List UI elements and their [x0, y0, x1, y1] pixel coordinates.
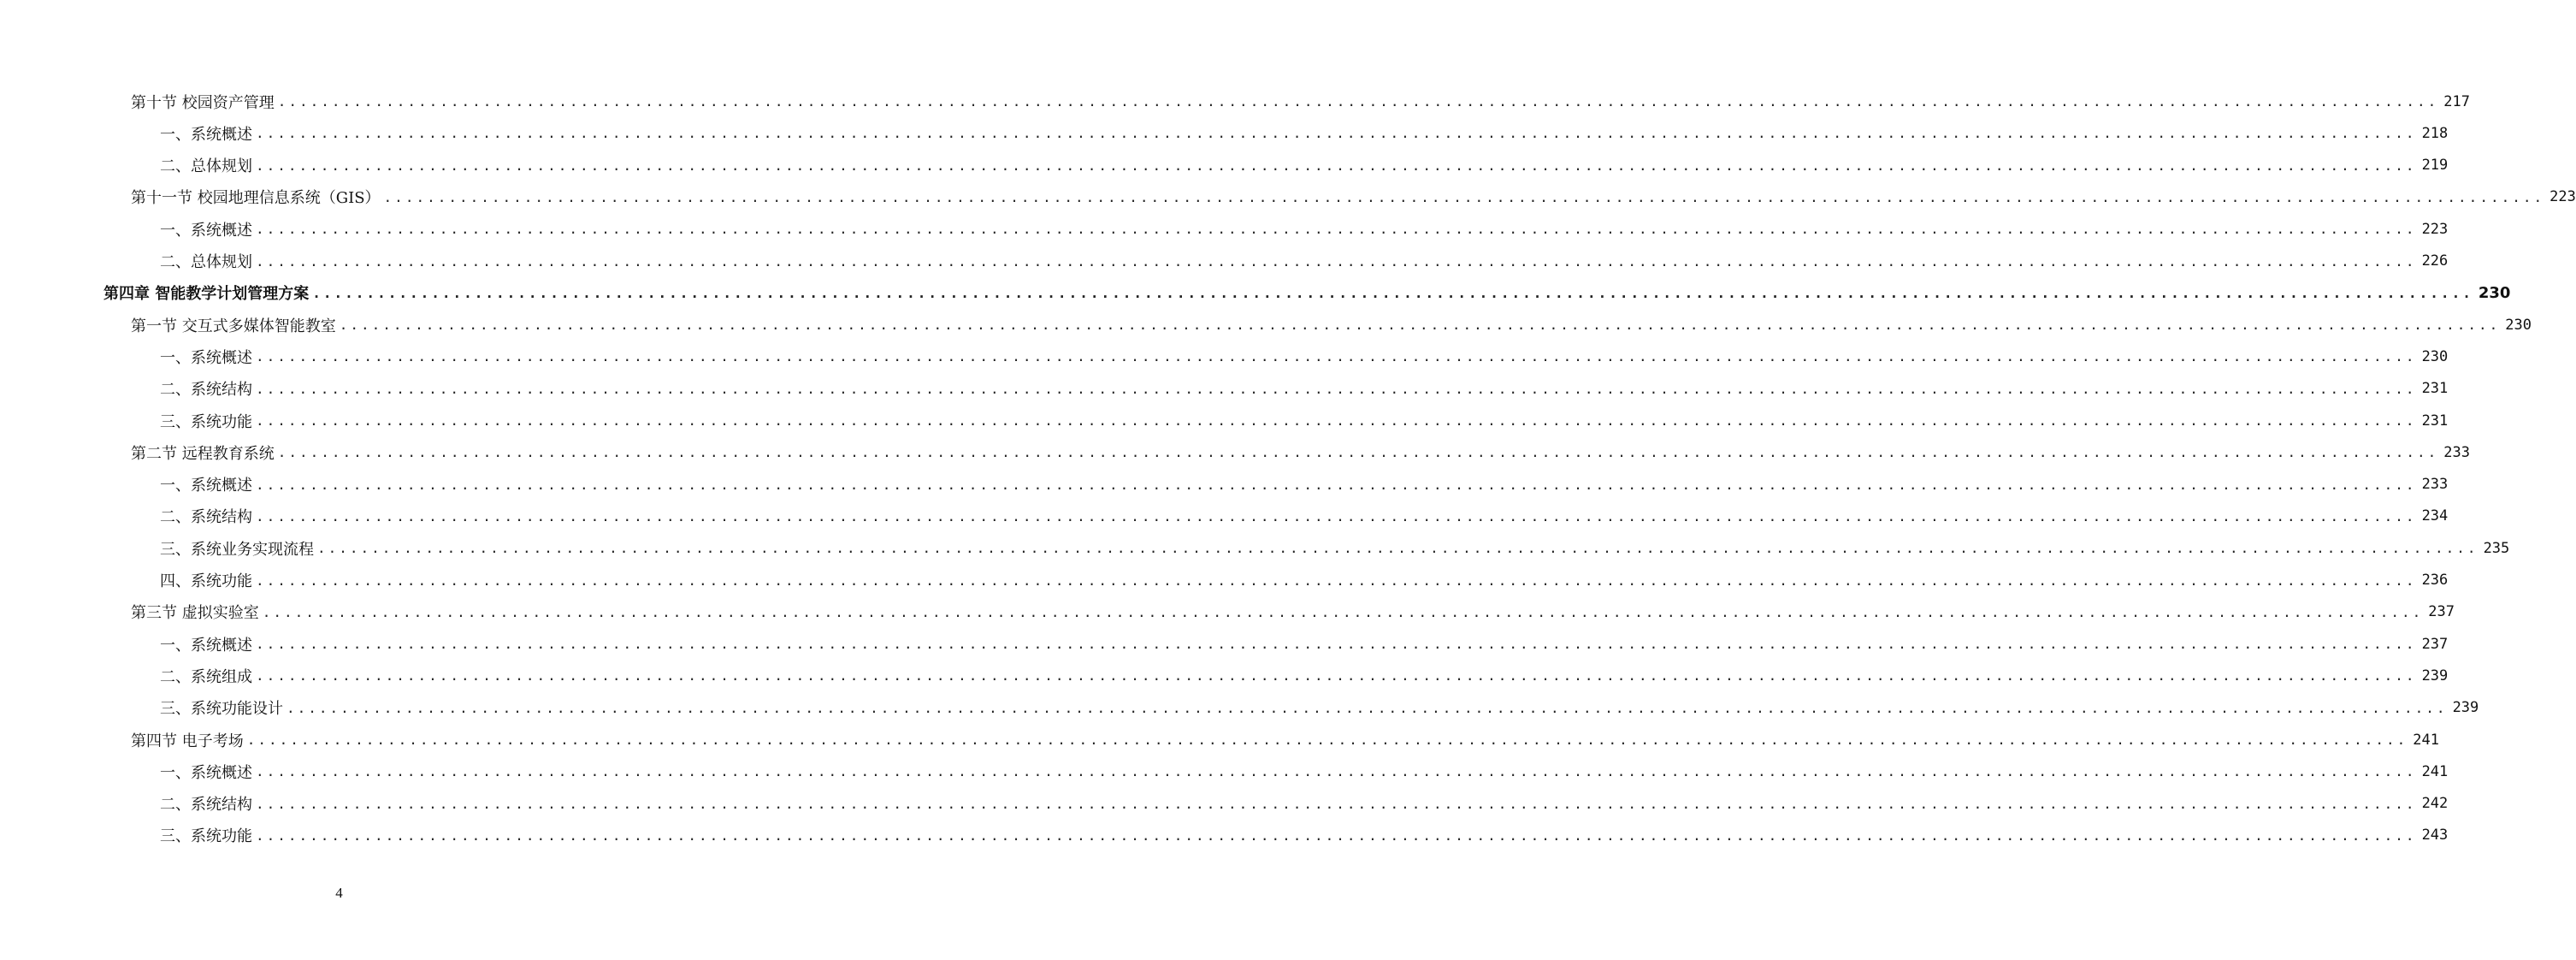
toc-entry[interactable] — [160, 756, 2449, 787]
toc-entry[interactable] — [160, 405, 2449, 436]
toc-entry-page: 230 — [2421, 347, 2449, 365]
toc-entry-page: 230 — [2505, 316, 2532, 334]
toc-entry-page: 233 — [2421, 476, 2449, 494]
toc-entry[interactable] — [160, 788, 2449, 820]
toc-entry-page: 218 — [2421, 124, 2449, 142]
toc-entry-page: 223 — [2421, 220, 2449, 238]
toc-entry-label: 第四章 智能教学计划管理方案 — [103, 285, 310, 304]
toc-entry[interactable] — [160, 660, 2449, 691]
toc-entry-label: 四、系统功能 — [160, 572, 252, 590]
page-number: 4 — [335, 885, 343, 901]
dot-leader: ........................................................................................................................................................................................................ — [317, 540, 2479, 557]
toc-entry-page: 242 — [2421, 795, 2449, 813]
toc-entry-label: 第三节 虚拟实验室 — [131, 604, 259, 623]
toc-entry-page: 226 — [2421, 252, 2449, 270]
toc-entry[interactable] — [160, 692, 2479, 724]
toc-entry-label: 二、总体规划 — [160, 253, 252, 271]
toc-entry-label: 一、系统概述 — [160, 636, 252, 655]
toc-entry-page: 233 — [2443, 443, 2471, 461]
toc-entry-label: 二、系统结构 — [160, 508, 252, 527]
toc-entry-label: 一、系统概述 — [160, 348, 252, 367]
dot-leader: ........................................................................................................................................................................................................ — [287, 699, 2448, 716]
toc-entry-page: 219 — [2421, 157, 2449, 175]
dot-leader: ........................................................................................................................................................................................................ — [246, 732, 2408, 748]
dot-leader: ........................................................................................................................................................................................................ — [256, 252, 2417, 270]
toc-entry-label: 二、系统组成 — [160, 667, 252, 686]
dot-leader: ........................................................................................................................................................................................................ — [256, 827, 2417, 844]
toc-entry-page: 231 — [2421, 380, 2449, 398]
toc-entry-page: 236 — [2421, 572, 2449, 589]
toc-entry-page: 239 — [2452, 699, 2479, 717]
toc-entry[interactable] — [131, 181, 2576, 213]
dot-leader: ........................................................................................................................................................................................................ — [256, 572, 2417, 589]
toc-entry-page: 223 — [2549, 188, 2576, 206]
dot-leader: ........................................................................................................................................................................................................ — [256, 763, 2417, 780]
dot-leader: ........................................................................................................................................................................................................ — [256, 221, 2417, 238]
dot-leader: ........................................................................................................................................................................................................ — [256, 795, 2417, 812]
toc-entry[interactable] — [160, 341, 2449, 372]
toc-entry[interactable] — [131, 86, 2471, 117]
toc-entry-page: 243 — [2421, 827, 2449, 844]
toc-entry[interactable] — [160, 150, 2449, 181]
toc-entry-page: 239 — [2421, 667, 2449, 684]
toc-entry-label: 第二节 远程教育系统 — [131, 444, 275, 463]
dot-leader: ........................................................................................................................................................................................................ — [256, 636, 2417, 653]
toc-entry-page: 231 — [2421, 412, 2449, 430]
dot-leader: ........................................................................................................................................................................................................ — [339, 317, 2501, 334]
toc-entry-label: 三、系统业务实现流程 — [160, 540, 314, 559]
toc-entry[interactable] — [160, 532, 2510, 564]
toc-entry[interactable] — [160, 628, 2449, 660]
toc-entry-page: 217 — [2443, 92, 2471, 110]
toc-entry[interactable] — [160, 820, 2449, 851]
toc-entry-label: 第一节 交互式多媒体智能教室 — [131, 317, 336, 335]
toc-entry[interactable] — [160, 373, 2449, 405]
dot-leader: ........................................................................................................................................................................................................ — [256, 507, 2417, 524]
dot-leader: ........................................................................................................................................................................................................ — [256, 380, 2417, 397]
toc-entry[interactable] — [160, 565, 2449, 596]
toc-entry-page: 237 — [2428, 603, 2455, 621]
toc-entry-label: 一、系统概述 — [160, 763, 252, 782]
toc-entry-label: 二、系统结构 — [160, 381, 252, 400]
toc-entry-page: 235 — [2483, 539, 2510, 557]
toc-entry[interactable] — [160, 213, 2449, 245]
toc-entry[interactable] — [131, 724, 2440, 756]
toc-entry-label: 一、系统概述 — [160, 477, 252, 495]
toc-entry-label: 第四节 电子考场 — [131, 732, 244, 750]
toc-entry-page: 241 — [2421, 762, 2449, 780]
dot-leader: ........................................................................................................................................................................................................ — [256, 125, 2417, 142]
toc-entry-label: 第十节 校园资产管理 — [131, 93, 275, 112]
toc-entry[interactable] — [160, 501, 2449, 532]
toc-entry[interactable] — [131, 436, 2471, 468]
dot-leader: ........................................................................................................................................................................................................ — [277, 93, 2439, 110]
toc-entry-label: 一、系统概述 — [160, 125, 252, 144]
toc-entry[interactable] — [160, 117, 2449, 149]
toc-entry[interactable] — [160, 246, 2449, 277]
dot-leader: ........................................................................................................................................................................................................ — [262, 603, 2424, 620]
toc-entry-page: 241 — [2413, 731, 2440, 749]
dot-leader: ........................................................................................................................................................................................................ — [383, 188, 2545, 205]
dot-leader: ........................................................................................................................................................................................................ — [256, 157, 2417, 174]
dot-leader: ........................................................................................................................................................................................................ — [256, 348, 2417, 365]
toc-entry-label: 第十一节 校园地理信息系统（GIS） — [131, 189, 381, 208]
toc-entry-label: 三、系统功能 — [160, 412, 252, 431]
toc-entry-label: 一、系统概述 — [160, 221, 252, 240]
dot-leader: ........................................................................................................................................................................................................ — [277, 444, 2439, 461]
dot-leader: ........................................................................................................................................................................................................ — [256, 476, 2417, 493]
toc-entry-page: 230 — [2478, 283, 2511, 302]
dot-leader: ........................................................................................................................................................................................................ — [256, 412, 2417, 429]
toc-entry[interactable] — [103, 277, 2511, 309]
dot-leader: ........................................................................................................................................................................................................ — [312, 284, 2473, 301]
toc-entry[interactable] — [131, 596, 2455, 628]
toc-entry[interactable] — [131, 309, 2532, 341]
toc-entry-label: 三、系统功能设计 — [160, 700, 283, 719]
toc-entry-page: 234 — [2421, 507, 2449, 525]
toc-entry[interactable] — [160, 469, 2449, 501]
dot-leader: ........................................................................................................................................................................................................ — [256, 667, 2417, 684]
toc-entry-page: 237 — [2421, 635, 2449, 653]
toc-entry-label: 二、系统结构 — [160, 796, 252, 815]
toc-entry-label: 三、系统功能 — [160, 827, 252, 846]
toc-entry-label: 二、总体规划 — [160, 157, 252, 176]
